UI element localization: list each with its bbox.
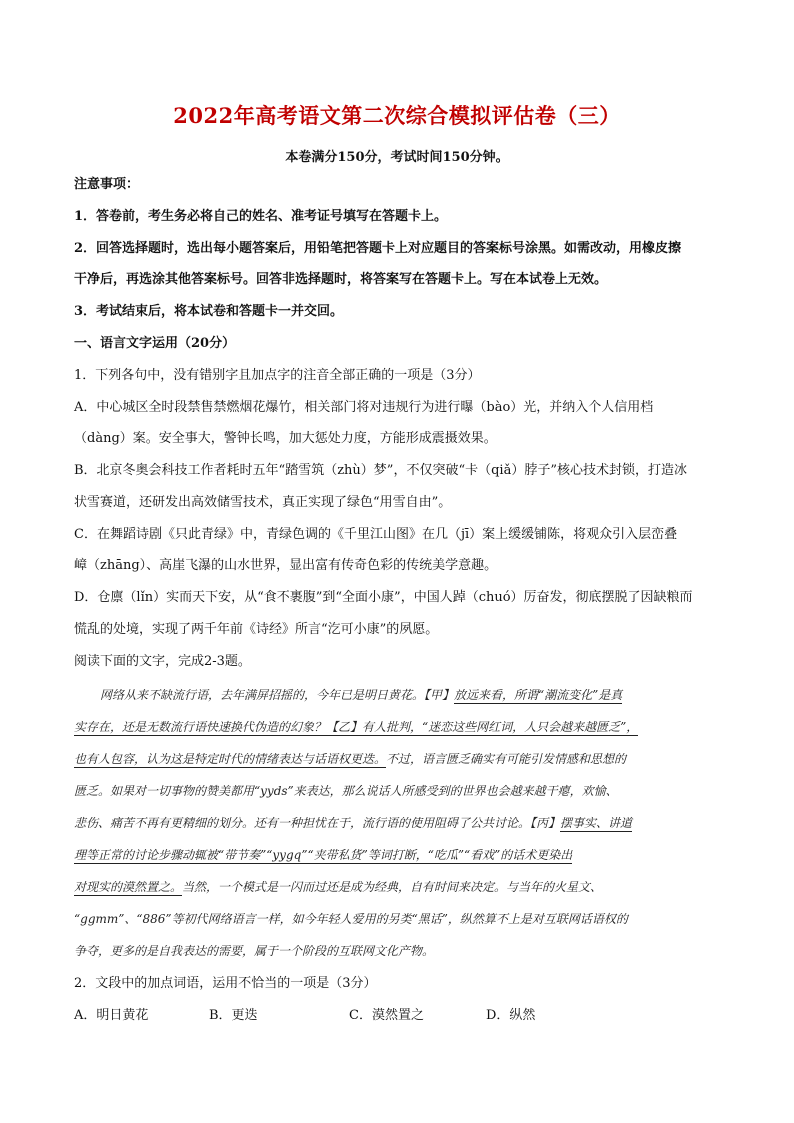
question-2-stem: 2．文段中的加点词语，运用不恰当的一项是（3分）: [74, 976, 377, 991]
notice-item: 1．答卷前，考生务必将自己的姓名、准考证号填写在答题卡上。: [74, 209, 448, 224]
question-1-line: A．中心城区全时段禁售禁燃烟花爆竹，相关部门将对违规行为进行曝（bào）光，并纳入个人信用档: [74, 400, 654, 415]
question-1-line: （dàng）案。安全事大，警钟长鸣，加大惩处力度，方能形成震摄效果。: [74, 431, 497, 446]
option-c: C．漠然置之: [349, 1008, 424, 1023]
question-1-line: 状雪赛道，还研发出高效储雪技术，真正实现了绿色“用雪自由”。: [74, 495, 452, 510]
option-b: B．更迭: [209, 1008, 258, 1023]
question-1-line: 慌乱的处境，实现了两千年前《诗经》所言“汔可小康”的夙愿。: [74, 622, 439, 637]
underlined-text: 摆事实、讲道: [560, 816, 633, 830]
option-d: D．纵然: [486, 1008, 536, 1023]
notice-item: 干净后，再选涂其他答案标号。回答非选择题时，将答案写在答题卡上。写在本试卷上无效。: [74, 272, 608, 287]
passage-line: [74, 814, 632, 832]
section-heading: 一、语言文字运用（20分）: [74, 336, 236, 351]
passage-line: [74, 718, 638, 736]
passage-line: [74, 942, 434, 960]
underlined-text: 实存在，还是无数流行语快速换代伪造的幻象？【乙】有人批判，“迷恋这些网红词，人只会越来越匮乏”，: [74, 720, 639, 734]
passage-line: [100, 686, 622, 704]
question-1-line: D．仓廪（lǐn）实而天下安，从“食不裹腹”到“全面小康”，中国人踔（chuó）厉奋发，彻底摆脱了因缺粮而: [74, 590, 693, 605]
passage-line: [74, 910, 628, 928]
underlined-text: 放远来看，所谓“潮流变化”是真: [454, 688, 623, 702]
passage-text: 匮乏。如果对一切事物的赞美都用“yyds”来表达，那么说话人所感受到的世界也会越来越干瘪，欢愉、: [74, 784, 618, 798]
reading-intro: 阅读下面的文字，完成2-3题。: [74, 654, 251, 669]
passage-line: [74, 782, 618, 800]
passage-text: 不过，语言匮乏确实有可能引发情感和思想的: [386, 752, 627, 766]
passage-text: 当然，一个模式是一闪而过还是成为经典，自有时间来决定。与当年的火星文、: [182, 880, 603, 894]
passage-text: 悲伤、痛苦不再有更精细的划分。还有一种担忧在于，流行语的使用阻碍了公共讨论。【丙】: [74, 816, 561, 830]
notice-item: 3．考试结束后，将本试卷和答题卡一并交回。: [74, 304, 344, 319]
underlined-text: 对现实的漠然置之。: [74, 880, 183, 894]
question-1-line: B．北京冬奥会科技工作者耗时五年“踏雪筑（zhù）梦”，不仅突破“卡（qiǎ）脖子”核心技术封锁，打造冰: [74, 463, 687, 478]
passage-line: [74, 750, 626, 768]
question-1-line: 嶂（zhāng）、高崖飞瀑的山水世界，显出富有传奇色彩的传统美学意趣。: [74, 558, 498, 573]
option-a: A．明日黄花: [74, 1008, 149, 1023]
notice-heading: 注意事项：: [74, 177, 140, 192]
question-1-stem: 1．下列各句中，没有错别字且加点字的注音全部正确的一项是（3分）: [74, 368, 481, 383]
underlined-text: 理等正常的讨论步骤动辄被“带节奏”“yygq”“夹带私货”等词打断，“吃瓜”“看戏”的话术更染出: [74, 848, 573, 862]
passage-text: 网络从来不缺流行语，去年满屏招摇的，今年已是明日黄花。【甲】: [100, 688, 455, 702]
exam-info: 本卷满分150分，考试时间150分钟。: [285, 150, 509, 165]
passage-text: 争夺，更多的是自我表达的需要，属于一个阶段的互联网文化产物。: [74, 944, 435, 958]
passage-line: [74, 878, 602, 896]
underlined-text: 也有人包容，认为这是特定时代的情绪表达与话语权更迭。: [74, 752, 387, 766]
page-title: 2022年高考语文第二次综合模拟评估卷（三）: [173, 103, 621, 128]
passage-text: “ggmm”、“886”等初代网络语言一样，如今年轻人爱用的另类“黑话”，纵然算不上是对互联网话语权的: [74, 912, 628, 926]
question-1-line: C．在舞蹈诗剧《只此青绿》中，青绿色调的《千里江山图》在几（jī）案上缓缓铺陈，将观众引入层峦叠: [74, 527, 678, 542]
notice-item: 2．回答选择题时，选出每小题答案后，用铅笔把答题卡上对应题目的答案标号涂黑。如需改动，用橡皮擦: [74, 241, 682, 256]
passage-line: [74, 846, 572, 864]
